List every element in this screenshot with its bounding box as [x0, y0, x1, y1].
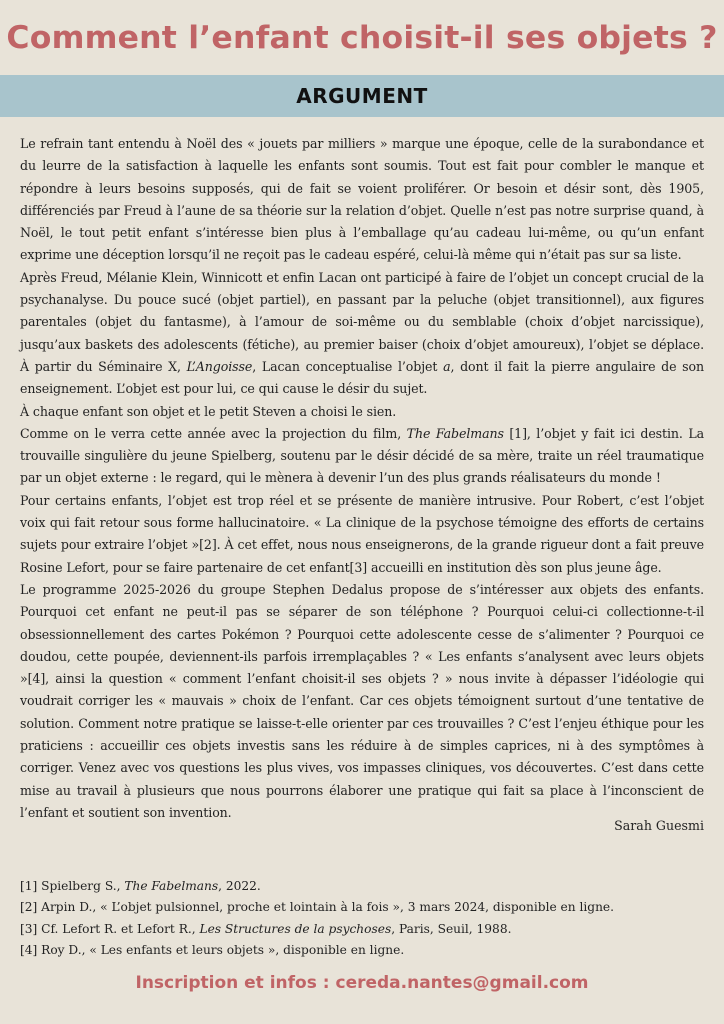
article-body: [20, 133, 704, 824]
paragraph-2-emphasis-seminar: L’Angoisse: [186, 358, 253, 374]
footnote-1-text-b: , 2022.: [218, 879, 261, 893]
paragraph-6: Le programme 2025-2026 du groupe Stephen Dedalus propose de s’intéresser aux objets des enfants. Pourquoi cet enfant ne peut-il pas se séparer de son téléphone ? Pourquoi celui-ci collectionne-t-il obsessionnellement des cartes Pokémon ? Pourquoi cette adolescente cesse de s’alimenter ? Pourquoi ce doudou, cette poupée, deviennent-ils parfois irremplaçables ? « Les enfants s’analysent avec leurs objets »[4], ainsi la question « comment l’enfant choisit-il ses objets ? » nous invite à dépasser l’idéologie qui voudrait corriger les « mauvais » choix de l’enfant. Car ces objets témoignent surtout d’une tentative de solution. Comment notre pratique se laisse-t-elle orienter par ces trouvailles ? C’est l’enjeu éthique pour les praticiens : accueillir ces objets investis sans les réduire à de simples caprices, ni à des symptômes à corriger. Venez avec vos questions les plus vives, vos impasses cliniques, vos découvertes. C’est dans cette mise au travail à plusieurs que nous pourrons élaborer une pratique qui fait sa place à l’inconscient de l’enfant et soutient son invention.: [20, 581, 704, 820]
footnote-1-text-a: [1] Spielberg S.,: [20, 879, 125, 893]
page-title: Comment l’enfant choisit-il ses objets ?: [6, 20, 718, 56]
paragraph-4: [20, 423, 704, 490]
footnote-1: [20, 876, 704, 897]
contact-footer: Inscription et infos : cereda.nantes@gmail.com: [135, 973, 589, 993]
author-signature: Sarah Guesmi: [614, 818, 704, 833]
footnote-3-title: Les Structures de la psychoses: [199, 921, 392, 936]
paragraph-2-emphasis-object-a: a: [443, 358, 451, 374]
footnote-3-text-a: [3] Cf. Lefort R. et Lefort R.,: [20, 921, 200, 936]
footnote-4: [4] Roy D., « Les enfants et leurs objets », disponible en ligne.: [20, 942, 405, 957]
paragraph-2-text-b: , Lacan conceptualise l’objet: [252, 358, 444, 374]
footnote-2: [2] Arpin D., « L’objet pulsionnel, proche et lointain à la fois », 3 mars 2024, disponible en ligne.: [20, 900, 615, 915]
paragraph-3: À chaque enfant son objet et le petit Steven a choisi le sien.: [20, 403, 397, 419]
paragraph-4-film-title: The Fabelmans: [406, 425, 504, 441]
paragraph-2-text-c: , dont il fait la pierre angulaire de son enseignement. L’objet est pour lui, ce qui cause le désir du sujet.: [20, 358, 705, 397]
footnote-3: [20, 919, 704, 940]
footnote-3-text-b: , Paris, Seuil, 1988.: [391, 921, 512, 936]
footnotes: [20, 876, 704, 961]
paragraph-5: Pour certains enfants, l’objet est trop réel et se présente de manière intrusive. Pour Robert, c’est l’objet voix qui fait retour sous forme hallucinatoire. « La clinique de la psychose témoigne des efforts de certains sujets pour extraire l’objet »[2]. À cet effet, nous nous enseignerons, de la grande rigueur dont a fait preuve Rosine Lefort, pour se faire partenaire de cet enfant[3] accueilli en institution dès son plus jeune âge.: [20, 492, 704, 575]
paragraph-4-text-b: [1], l’objet y fait ici destin. La trouvaille singulière du jeune Spielberg, soutenu par le désir décidé de sa mère, traite un réel traumatique par un objet externe : le regard, qui le mènera à devenir l’un des plus grands réalisateurs du monde !: [20, 425, 704, 486]
paragraph-2: [20, 267, 704, 401]
section-banner: [0, 75, 724, 117]
section-label: ARGUMENT: [296, 84, 428, 108]
paragraph-4-text-a: Comme on le verra cette année avec la projection du film,: [20, 425, 407, 441]
paragraph-2-text-a: Après Freud, Mélanie Klein, Winnicott et enfin Lacan ont participé à faire de l’objet un concept crucial de la psychanalyse. Du pouce sucé (objet partiel), en passant par la peluche (objet transitionnel), aux figures parentales (objet du fantasme), à l’amour de soi-même ou du semblable (choix d’objet narcissique), jusqu’aux baskets des adolescents (fétiche), au premier baiser (choix d’objet amoureux), l’objet se déplace. À partir du Séminaire X,: [20, 269, 704, 374]
footnote-1-title: The Fabelmans: [124, 879, 219, 893]
paragraph-1: Le refrain tant entendu à Noël des « jouets par milliers » marque une époque, celle de la surabondance et du leurre de la satisfaction à laquelle les enfants sont soumis. Tout est fait pour combler le manque et répondre à leurs besoins supposés, qui de fait se voient proliférer. Or besoin et désir sont, dès 1905, différenciés par Freud à l’aune de sa théorie sur la relation d’objet. Quelle n’est pas notre surprise quand, à Noël, le tout petit enfant s’intéresse bien plus à l’emballage qu’au cadeau lui-même, ou qu’un enfant exprime une déception lorsqu’il ne reçoit pas le cadeau espéré, celui-là même qui n’était pas sur sa liste.: [20, 136, 704, 263]
